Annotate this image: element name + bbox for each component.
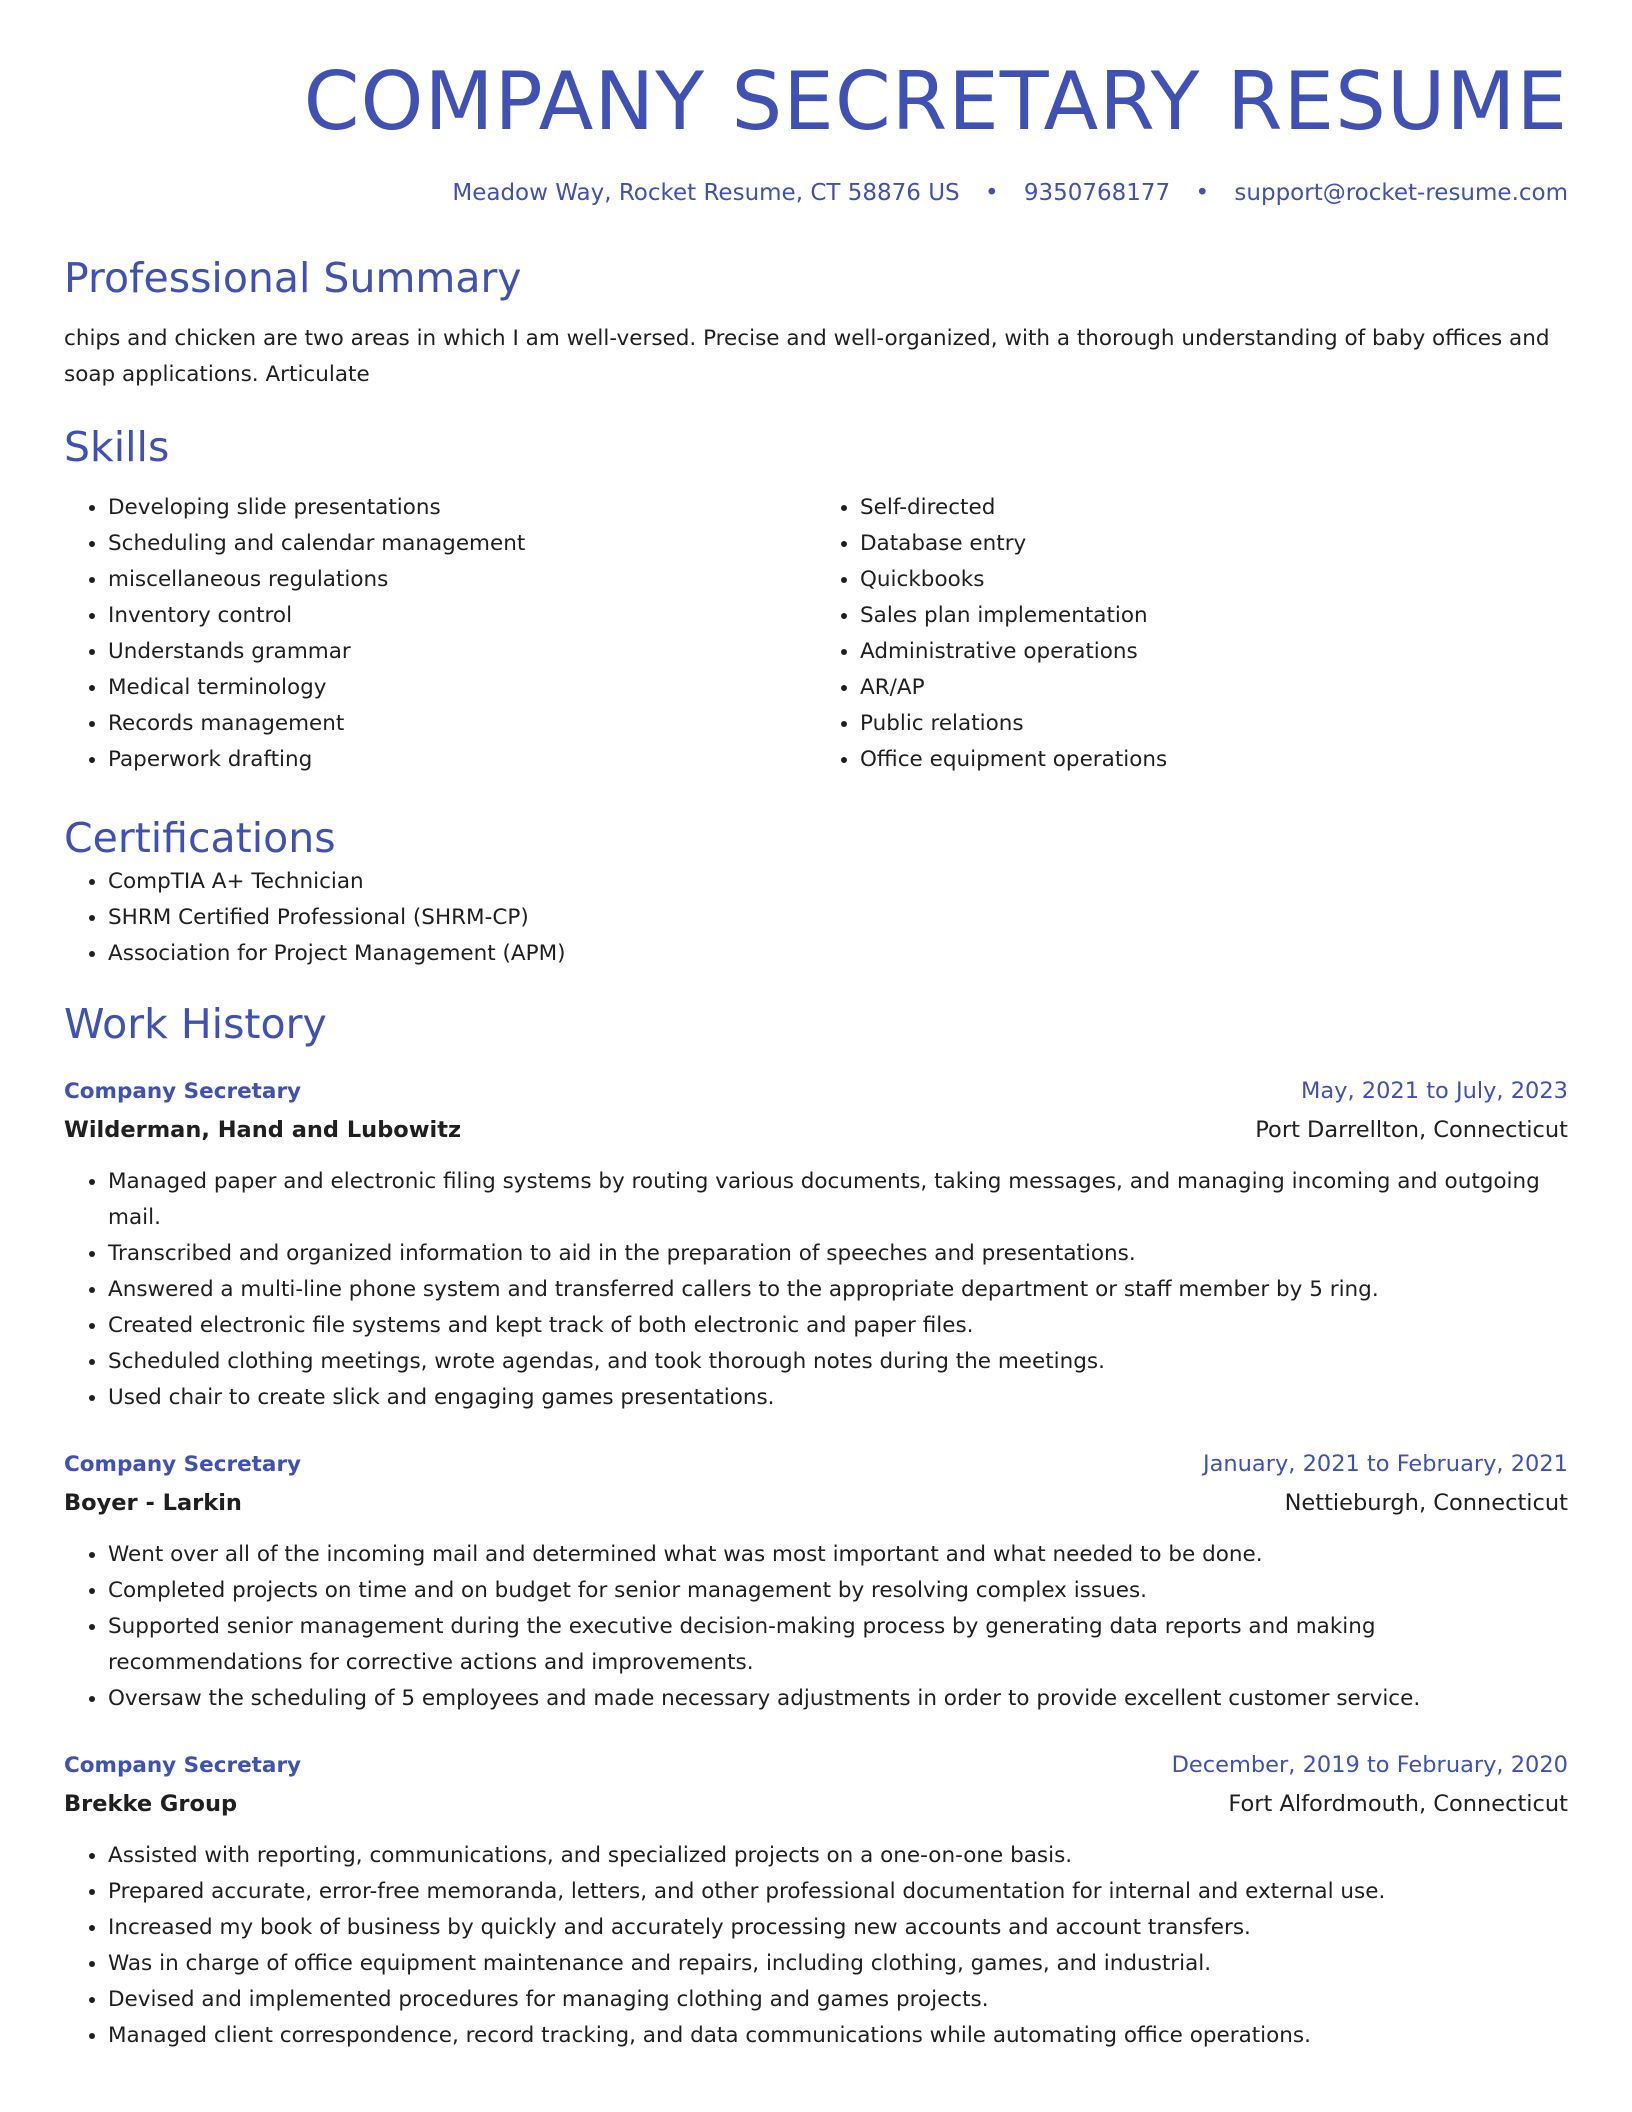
job-duty: • Created electronic file systems and kept track of both electronic and paper files. bbox=[108, 1308, 1568, 1344]
job-duty: • Used chair to create slick and engaging games presentations. bbox=[108, 1380, 1568, 1416]
job-duty: • Transcribed and organized information to aid in the preparation of speeches and presentations. bbox=[108, 1236, 1568, 1272]
job-duties bbox=[64, 1838, 1568, 2054]
contact-phone: 9350768177 bbox=[1023, 180, 1171, 206]
job-location: Port Darrellton, Connecticut bbox=[1255, 1116, 1568, 1143]
job-entry bbox=[64, 1747, 1568, 2054]
certifications-heading: Certifications bbox=[64, 814, 336, 863]
contact-line bbox=[64, 180, 1568, 206]
summary-text: chips and chicken are two areas in which I am well-versed. Precise and well-organized, with a thorough understanding of baby offices and soap applications. Articulate bbox=[64, 326, 1550, 388]
skill-item: • Medical terminology bbox=[108, 670, 816, 706]
job-entry bbox=[64, 1446, 1568, 1717]
job-duty: • Was in charge of office equipment maintenance and repairs, including clothing, games, and industrial. bbox=[108, 1946, 1568, 1982]
skill-item: • Sales plan implementation bbox=[860, 598, 1568, 634]
job-duty: • Supported senior management during the executive decision-making process by generating data reports and making recommendations for corrective actions and improvements. bbox=[108, 1609, 1568, 1681]
skill-item: • Office equipment operations bbox=[860, 742, 1568, 778]
job-dates: January, 2021 to February, 2021 bbox=[1202, 1450, 1568, 1477]
resume-title: COMPANY SECRETARY RESUME bbox=[303, 55, 1568, 148]
skill-item: • Public relations bbox=[860, 706, 1568, 742]
work-history-heading: Work History bbox=[64, 999, 327, 1048]
skills-heading: Skills bbox=[64, 423, 170, 472]
skill-item: • Paperwork drafting bbox=[108, 742, 816, 778]
skill-item: • Database entry bbox=[860, 526, 1568, 562]
job-company: Boyer - Larkin bbox=[64, 1489, 242, 1516]
skill-item: • Administrative operations bbox=[860, 634, 1568, 670]
certifications-list bbox=[64, 864, 1568, 972]
job-duty: • Oversaw the scheduling of 5 employees and made necessary adjustments in order to provide excellent customer service. bbox=[108, 1681, 1568, 1717]
job-duty: • Increased my book of business by quickly and accurately processing new accounts and account transfers. bbox=[108, 1910, 1568, 1946]
job-duty: • Managed client correspondence, record tracking, and data communications while automating office operations. bbox=[108, 2018, 1568, 2054]
contact-separator: • bbox=[1195, 180, 1210, 206]
skill-item: • miscellaneous regulations bbox=[108, 562, 816, 598]
job-header bbox=[64, 1446, 1568, 1483]
job-title: Company Secretary bbox=[64, 1752, 302, 1778]
job-subheader bbox=[64, 1110, 1568, 1150]
skills-columns bbox=[64, 490, 1568, 778]
job-dates: May, 2021 to July, 2023 bbox=[1300, 1077, 1568, 1104]
job-location: Nettieburgh, Connecticut bbox=[1284, 1489, 1568, 1516]
job-subheader bbox=[64, 1784, 1568, 1824]
job-duty: • Scheduled clothing meetings, wrote agendas, and took thorough notes during the meetings. bbox=[108, 1344, 1568, 1380]
contact-address: Meadow Way, Rocket Resume, CT 58876 US bbox=[452, 180, 960, 206]
job-company: Wilderman, Hand and Lubowitz bbox=[64, 1116, 462, 1143]
skills-list-left bbox=[64, 490, 816, 778]
job-duty: • Devised and implemented procedures for managing clothing and games projects. bbox=[108, 1982, 1568, 2018]
summary-heading: Professional Summary bbox=[64, 254, 522, 302]
job-duty: • Managed paper and electronic filing systems by routing various documents, taking messages, and managing incoming and outgoing mail. bbox=[108, 1164, 1568, 1236]
certification-item: • SHRM Certified Professional (SHRM-CP) bbox=[108, 900, 1568, 936]
job-header bbox=[64, 1073, 1568, 1110]
skill-item: • Self-directed bbox=[860, 490, 1568, 526]
skill-item: • Understands grammar bbox=[108, 634, 816, 670]
job-duties bbox=[64, 1164, 1568, 1416]
skill-item: • Records management bbox=[108, 706, 816, 742]
job-entry bbox=[64, 1073, 1568, 1416]
job-title: Company Secretary bbox=[64, 1451, 302, 1477]
job-duty: • Prepared accurate, error-free memoranda, letters, and other professional documentation for internal and external use. bbox=[108, 1874, 1568, 1910]
job-location: Fort Alfordmouth, Connecticut bbox=[1228, 1790, 1568, 1817]
certification-item: • Association for Project Management (APM) bbox=[108, 936, 1568, 972]
skill-item: • AR/AP bbox=[860, 670, 1568, 706]
contact-email: support@rocket-resume.com bbox=[1234, 180, 1568, 206]
skills-list-right bbox=[816, 490, 1568, 778]
job-duty: • Answered a multi-line phone system and transferred callers to the appropriate department or staff member by 5 ring. bbox=[108, 1272, 1568, 1308]
job-header bbox=[64, 1747, 1568, 1784]
skill-item: • Quickbooks bbox=[860, 562, 1568, 598]
job-duties bbox=[64, 1537, 1568, 1717]
job-subheader bbox=[64, 1483, 1568, 1523]
skill-item: • Developing slide presentations bbox=[108, 490, 816, 526]
contact-separator: • bbox=[984, 180, 999, 206]
skill-item: • Scheduling and calendar management bbox=[108, 526, 816, 562]
job-company: Brekke Group bbox=[64, 1790, 238, 1817]
job-title: Company Secretary bbox=[64, 1078, 302, 1104]
skill-item: • Inventory control bbox=[108, 598, 816, 634]
job-dates: December, 2019 to February, 2020 bbox=[1171, 1751, 1568, 1778]
job-duty: • Assisted with reporting, communications, and specialized projects on a one-on-one basis. bbox=[108, 1838, 1568, 1874]
job-duty: • Completed projects on time and on budget for senior management by resolving complex issues. bbox=[108, 1573, 1568, 1609]
job-duty: • Went over all of the incoming mail and determined what was most important and what needed to be done. bbox=[108, 1537, 1568, 1573]
certification-item: • CompTIA A+ Technician bbox=[108, 864, 1568, 900]
